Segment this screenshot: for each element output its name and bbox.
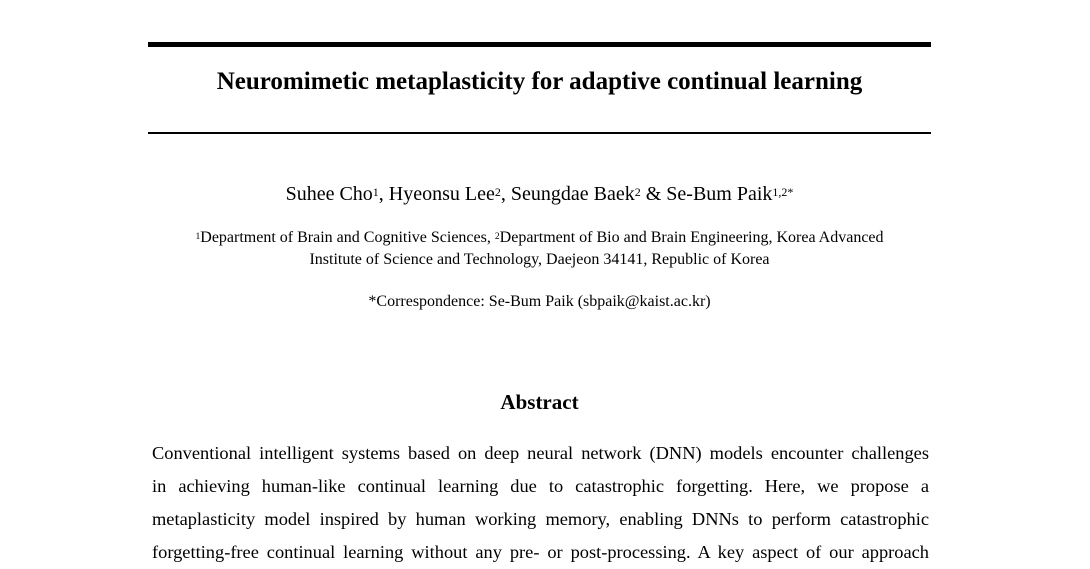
abstract-body xyxy=(152,437,929,569)
author-affil-mark: 2 xyxy=(634,184,641,199)
author-list xyxy=(148,180,931,208)
author-separator: & xyxy=(640,183,667,205)
top-rule xyxy=(148,42,931,47)
affil-mark-1: 1 xyxy=(195,230,201,242)
abstract-line: forgetting-free continual learning without any pre- or post-processing. A key aspect of our approach xyxy=(152,542,929,562)
affil-text-2: Department of Bio and Brain Engineering, Korea Advanced xyxy=(499,229,884,246)
affiliations xyxy=(148,227,931,271)
author-separator: , xyxy=(378,183,389,205)
title-rule xyxy=(148,132,931,134)
abstract-line: Conventional intelligent systems based on deep neural network (DNN) models encounter challenges xyxy=(152,443,929,463)
author-name: Se-Bum Paik xyxy=(666,183,773,205)
affil-text-line2: Institute of Science and Technology, Daejeon 34141, Republic of Korea xyxy=(309,251,770,268)
abstract-line: metaplasticity model inspired by human working memory, enabling DNNs to perform catastrophic xyxy=(152,509,929,529)
affil-mark-2: 2 xyxy=(494,230,500,242)
author-name: Hyeonsu Lee xyxy=(388,183,495,205)
author-name: Suhee Cho xyxy=(285,183,373,205)
affil-text-1: Department of Brain and Cognitive Sciences, xyxy=(200,229,495,246)
author-affil-mark: 1,2* xyxy=(772,184,794,199)
correspondence: *Correspondence: Se-Bum Paik (sbpaik@kaist.ac.kr) xyxy=(368,293,711,310)
author-affil-mark: 2 xyxy=(494,184,501,199)
paper-title: Neuromimetic metaplasticity for adaptive continual learning xyxy=(216,68,863,95)
abstract-heading: Abstract xyxy=(500,390,579,414)
author-separator: , xyxy=(500,183,511,205)
author-name: Seungdae Baek xyxy=(510,183,635,205)
author-affil-mark: 1 xyxy=(372,184,379,199)
abstract-line: in achieving human-like continual learning due to catastrophic forgetting. Here, we propose a xyxy=(152,476,929,496)
